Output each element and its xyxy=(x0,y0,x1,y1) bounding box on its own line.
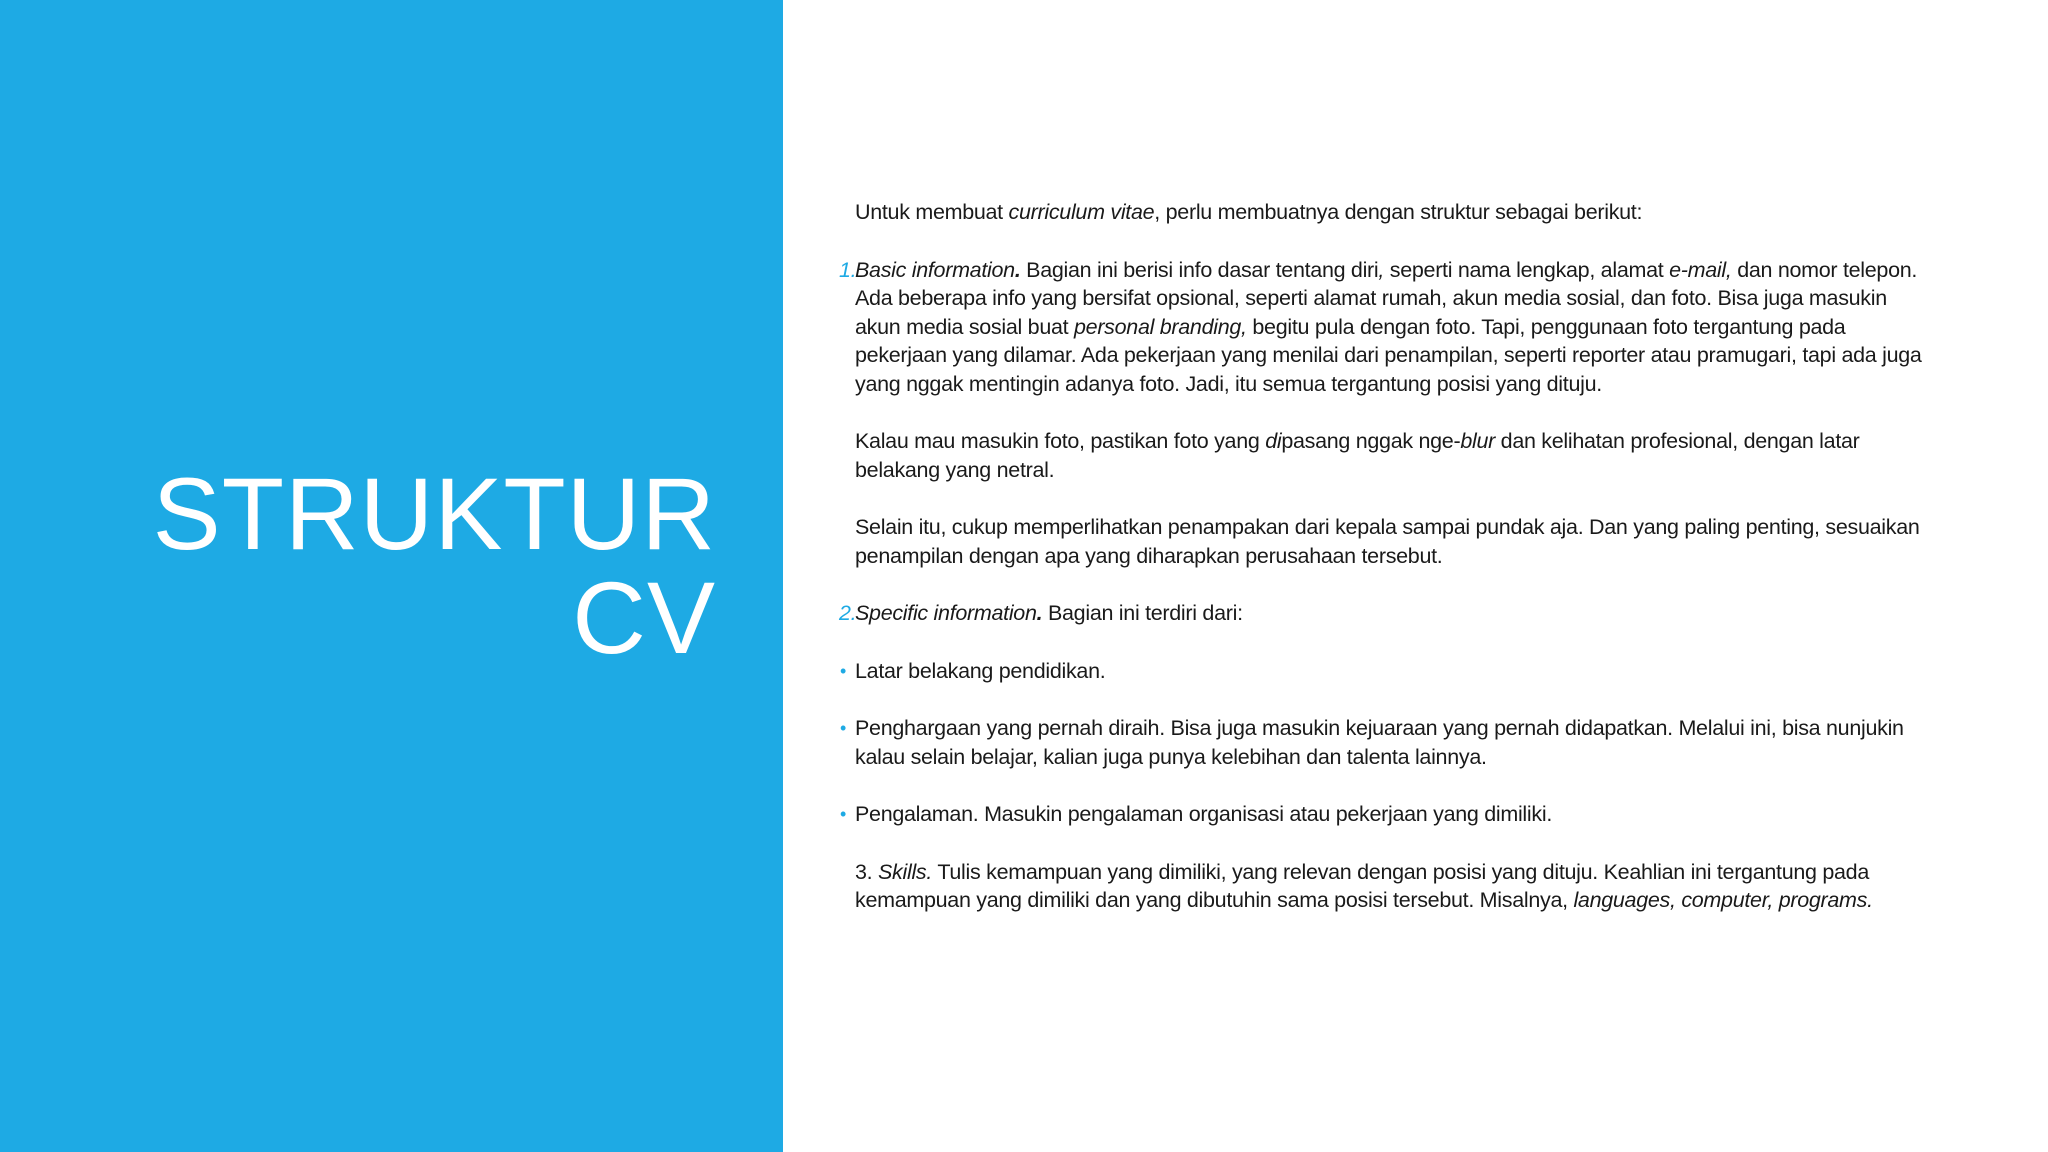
spacer xyxy=(855,398,1935,427)
item-lead-dot: . xyxy=(1036,601,1043,625)
photo-note-paragraph xyxy=(855,427,1935,484)
slide-title-line-1: STRUKTUR xyxy=(152,457,716,571)
spacer xyxy=(855,484,1935,513)
spacer xyxy=(855,227,1935,256)
paragraph-emphasis: di xyxy=(1265,429,1282,453)
item-number: 3. xyxy=(855,859,879,884)
item-lead xyxy=(855,258,1021,282)
paragraph-text: dan kelihatan profesional, dengan latar belakang yang netral. xyxy=(855,429,1860,482)
list-item-specific-information xyxy=(839,599,1935,628)
intro-emphasis: curriculum vitae xyxy=(1008,200,1155,224)
appearance-note-paragraph: Selain itu, cukup memperlihatkan penampakan dari kepala sampai pundak aja. Dan yang paling penting, sesuaikan penampilan dengan apa yang diharapkan perusahaan tersebut. xyxy=(855,515,1920,568)
bullet-text: Pengalaman. Masukin pengalaman organisasi atau pekerjaan yang dimiliki. xyxy=(855,802,1552,826)
item-text: seperti nama lengkap, alamat xyxy=(1384,257,1670,282)
bullet-item-experience xyxy=(840,800,1935,829)
paragraph-emphasis: blur xyxy=(1460,429,1495,453)
item-text: Tulis kemampuan yang dimiliki, yang relevan dengan posisi yang dituju. Keahlian ini tergantung pada kemampuan yang dimiliki dan yang dibutuhin sama posisi tersebut. Misalnya, xyxy=(855,859,1869,912)
bullet-marker: • xyxy=(840,718,847,738)
list-number-marker: 1. xyxy=(839,257,857,282)
intro-text-end: , perlu membuatnya dengan struktur sebagai berikut: xyxy=(1154,200,1643,224)
spacer xyxy=(855,771,1935,800)
item-text: Bagian ini terdiri dari: xyxy=(1042,601,1243,625)
spacer xyxy=(855,829,1935,858)
intro-paragraph xyxy=(855,198,1935,227)
item-text: dan nomor telepon. Ada beberapa info yang bersifat opsional, seperti alamat rumah, akun media sosial, dan foto. Bisa juga masukin akun media sosial buat xyxy=(855,257,1918,339)
spacer xyxy=(855,570,1935,599)
slide-title-line-2: CV xyxy=(572,561,716,675)
content-panel xyxy=(783,0,2048,1152)
item-emphasis: , xyxy=(1378,257,1385,282)
paragraph-text: Kalau mau masukin foto, pastikan foto yang xyxy=(855,429,1266,453)
spacer xyxy=(855,685,1935,714)
item-lead xyxy=(855,601,1042,625)
spacer xyxy=(855,628,1935,657)
item-lead-dot: . xyxy=(1014,257,1021,282)
bullet-text: Latar belakang pendidikan. xyxy=(855,658,1106,683)
list-item-basic-information xyxy=(839,256,1935,399)
bullet-item-education xyxy=(840,657,1935,686)
item-emphasis: languages, computer, programs. xyxy=(1573,888,1873,912)
item-emphasis: personal branding, xyxy=(1074,314,1247,339)
list-item-skills xyxy=(855,858,1935,915)
intro-text: Untuk membuat xyxy=(855,200,1009,224)
content-body xyxy=(839,198,1935,915)
item-emphasis: Skills. xyxy=(878,859,933,884)
slide-title xyxy=(152,457,716,675)
item-lead-text: Basic information xyxy=(855,257,1015,282)
item-emphasis: e-mail, xyxy=(1669,257,1732,282)
title-panel xyxy=(0,0,783,1152)
item-lead-text: Specific information xyxy=(855,601,1037,625)
paragraph-text: pasang nggak nge- xyxy=(1281,429,1461,453)
item-text: begitu pula dengan foto. Tapi, penggunaan foto tergantung pada pekerjaan yang dilamar. Ada pekerjaan yang menilai dari penampilan, seperti reporter atau pramugari, tapi ada juga yang nggak mentingin adanya foto. Jadi, itu semua tergantung posisi yang dituju. xyxy=(855,314,1922,396)
bullet-item-awards xyxy=(840,714,1935,771)
list-number-marker: 2. xyxy=(839,601,857,625)
bullet-marker: • xyxy=(840,660,847,681)
item-text: Bagian ini berisi info dasar tentang diri xyxy=(1020,257,1379,282)
bullet-marker: • xyxy=(840,804,847,824)
bullet-text: Penghargaan yang pernah diraih. Bisa juga masukin kejuaraan yang pernah didapatkan. Melalui ini, bisa nunjukin kalau selain belajar, kalian juga punya kelebihan dan talenta lainnya. xyxy=(855,716,1904,769)
